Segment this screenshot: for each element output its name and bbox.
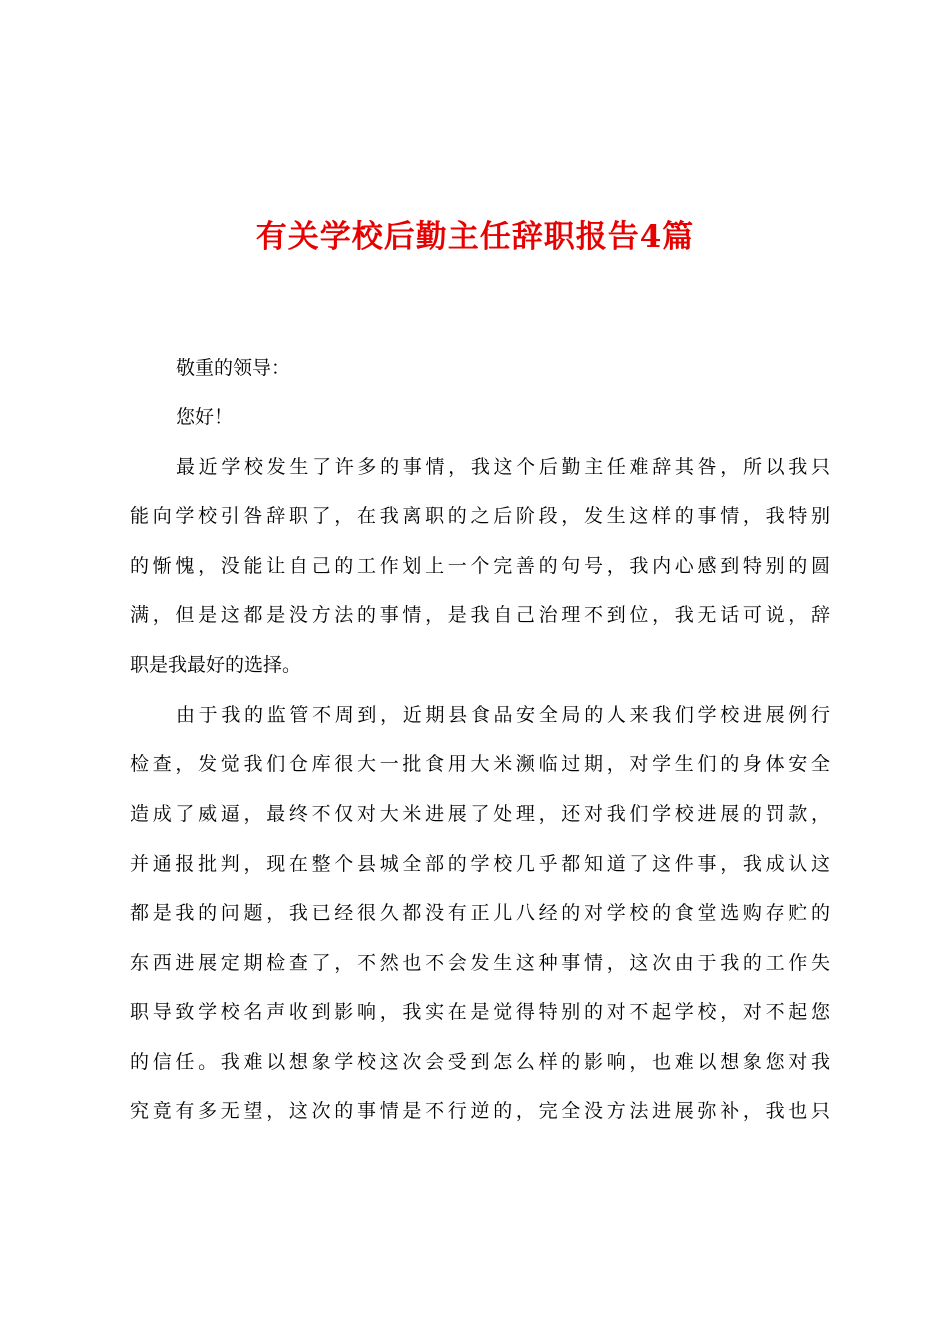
paragraph-2-line-6: 东西进展定期检查了，不然也不会发生这种事情，这次由于我的工作失	[130, 952, 830, 974]
paragraph-1-line-2: 能向学校引咎辞职了，在我离职的之后阶段，发生这样的事情，我特别	[130, 505, 830, 527]
paragraph-2-line-2: 检查，发觉我们仓库很大一批食用大米濒临过期，对学生们的身体安全	[130, 753, 830, 775]
paragraph-2-line-3: 造成了威逼，最终不仅对大米进展了处理，还对我们学校进展的罚款，	[130, 803, 830, 825]
paragraph-2-line-9: 究竟有多无望，这次的事情是不行逆的，完全没方法进展弥补，我也只	[130, 1100, 830, 1122]
paragraph-2-line-8: 的信任。我难以想象学校这次会受到怎么样的影响，也难以想象您对我	[130, 1051, 830, 1073]
salutation: 敬重的领导：	[176, 357, 291, 379]
paragraph-2-line-1: 由于我的监管不周到，近期县食品安全局的人来我们学校进展例行	[176, 704, 830, 726]
paragraph-1-line-4: 满，但是这都是没方法的事情，是我自己治理不到位，我无话可说，辞	[130, 604, 830, 626]
paragraph-2-line-7: 职导致学校名声收到影响，我实在是觉得特别的对不起学校，对不起您	[130, 1001, 830, 1023]
paragraph-1-line-1: 最近学校发生了许多的事情，我这个后勤主任难辞其咎，所以我只	[176, 456, 830, 478]
paragraph-1-line-3: 的惭愧，没能让自己的工作划上一个完善的句号，我内心感到特别的圆	[130, 555, 830, 577]
greeting: 您好！	[176, 406, 234, 428]
paragraph-1-line-5: 职是我最好的选择。	[130, 654, 302, 676]
document-title: 有关学校后勤主任辞职报告4篇	[255, 219, 695, 255]
paragraph-2-line-4: 并通报批判，现在整个县城全部的学校几乎都知道了这件事，我成认这	[130, 853, 830, 875]
paragraph-2-line-5: 都是我的问题，我已经很久都没有正儿八经的对学校的食堂选购存贮的	[130, 902, 830, 924]
